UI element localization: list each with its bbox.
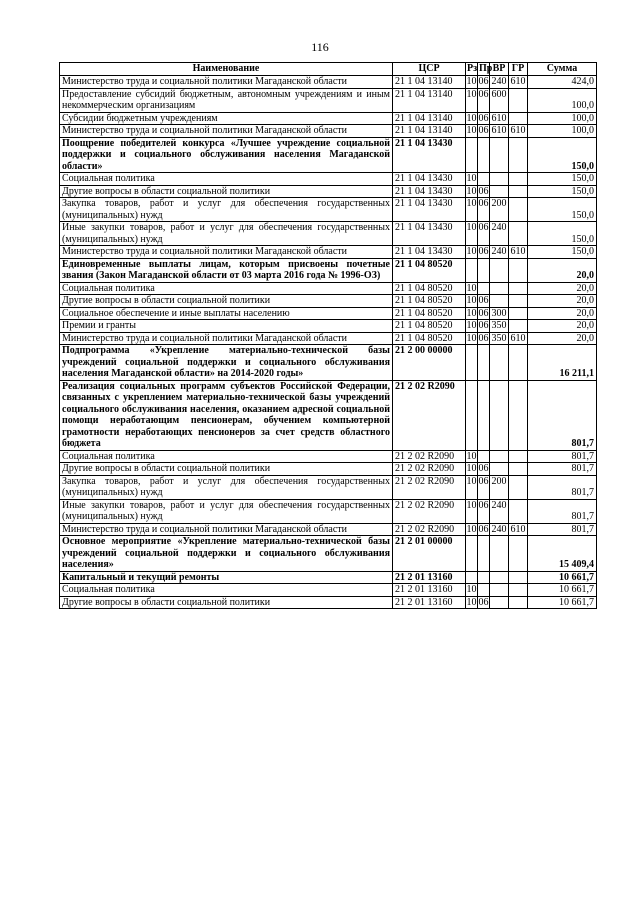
table-row [60,571,597,584]
row-sum-cell: 801,7 [528,463,597,476]
row-sum-cell: 150,0 [528,246,597,259]
row-rz-cell: 10 [466,198,478,222]
row-sum-cell: 150,0 [528,222,597,246]
row-gr-cell [509,198,528,222]
row-vr-cell [490,282,509,295]
row-rz-cell: 10 [466,450,477,462]
row-vr-cell [490,380,509,450]
table-row [60,499,597,523]
row-sum-cell: 801,7 [528,450,597,463]
row-vr-cell: 600 [490,88,509,112]
row-rz-cell: 10 [466,222,478,246]
row-name-cell: Основное мероприятие «Укрепление материально-технической базы учреждений социальной поддержки и социального обслуживания населения» [60,536,393,572]
row-csr-cell: 21 2 01 13160 [393,571,466,584]
row-gr-cell [509,450,528,463]
row-vr-cell [490,185,509,198]
row-pr-cell: 06 [478,76,489,87]
row-rz-cell: 10 [466,332,477,344]
table-row [60,282,597,295]
row-sum-cell: 16 211,1 [528,345,597,381]
row-name-cell: Другие вопросы в области социальной политики [60,295,393,308]
row-gr-cell [509,571,528,584]
row-gr-cell [509,596,528,609]
row-rz-cell: 10 [466,185,477,197]
row-vr-cell [490,596,509,609]
table-body [60,76,597,609]
row-pr-cell [478,137,490,173]
row-sum-cell: 100,0 [528,112,597,125]
table-row [60,137,597,173]
row-gr-cell [509,584,528,597]
row-name-cell: Иные закупки товаров, работ и услуг для обеспечения государственных (муниципальных) нужд [60,222,393,246]
row-gr-cell [509,295,528,308]
table-row [60,345,597,381]
row-sum-cell: 150,0 [528,173,597,186]
row-pr-cell: 06 [478,475,490,499]
row-vr-cell: 610 [491,112,507,124]
row-pr-cell [478,584,490,597]
row-vr-cell [490,173,509,186]
row-rz-cell: 10 [466,596,477,608]
row-name-cell: Другие вопросы в области социальной политики [60,596,393,609]
row-vr-cell: 200 [490,198,509,222]
row-pr-cell: 06 [478,198,490,222]
row-rz-cell: 10 [466,523,477,535]
table-row [60,450,597,463]
row-name-cell: Министерство труда и социальной политики Магаданской области [60,246,393,259]
row-gr-cell [509,536,528,572]
row-gr-cell [509,307,528,320]
row-sum-cell: 10 661,7 [528,571,597,584]
row-rz-cell: 10 [466,320,477,331]
row-sum-cell: 20,0 [528,320,597,333]
row-csr-cell: 21 1 04 80520 [393,332,466,345]
row-pr-cell: 06 [478,320,489,331]
row-gr-cell [509,88,528,112]
row-csr-cell: 21 1 04 13430 [393,222,466,246]
row-csr-cell: 21 1 04 80520 [393,320,466,333]
row-pr-cell: 06 [478,246,489,257]
row-sum-cell: 424,0 [528,76,597,89]
row-rz-cell: 10 [466,295,477,306]
row-rz-cell: 10 [466,499,478,523]
row-rz-cell: 10 [466,584,477,595]
row-csr-cell: 21 1 04 13430 [393,173,466,186]
row-name-cell: Капитальный и текущий ремонты [60,571,393,584]
row-pr-cell [478,282,490,295]
row-name-cell: Премии и гранты [60,320,393,333]
row-csr-cell: 21 1 04 80520 [393,282,466,295]
row-vr-cell: 240 [491,246,507,257]
row-csr-cell: 21 1 04 13430 [393,198,466,222]
table-row [60,295,597,308]
row-vr-cell: 350 [491,320,507,331]
row-csr-cell: 21 1 04 13430 [393,137,466,173]
row-csr-cell: 21 1 04 80520 [393,295,466,308]
table-row [60,380,597,450]
row-gr-cell [509,320,528,333]
row-vr-cell: 240 [490,222,509,246]
row-sum-cell: 100,0 [528,125,597,138]
row-rz-cell: 10 [466,463,477,474]
row-gr-cell: 610 [510,76,526,87]
row-sum-cell: 15 409,4 [528,536,597,572]
table-row [60,88,597,112]
header-name: Наименование [60,63,393,76]
row-sum-cell: 801,7 [528,380,597,450]
row-vr-cell [490,295,509,308]
table-row [60,536,597,572]
row-name-cell: Иные закупки товаров, работ и услуг для обеспечения государственных (муниципальных) нужд [60,499,393,523]
row-name-cell: Субсидии бюджетным учреждениям [60,112,393,125]
row-name-cell: Социальная политика [60,173,393,186]
row-rz-cell: 10 [466,246,477,257]
row-gr-cell: 610 [510,523,526,535]
row-csr-cell: 21 1 04 80520 [393,258,466,282]
page-number: 116 [311,40,329,54]
row-pr-cell [478,536,490,572]
row-csr-cell: 21 1 04 13430 [393,185,466,198]
row-vr-cell: 240 [491,523,507,535]
row-rz-cell [466,571,478,584]
row-gr-cell [509,185,528,198]
row-pr-cell [478,571,490,584]
row-name-cell: Министерство труда и социальной политики Магаданской области [60,125,393,138]
row-name-cell: Социальная политика [60,450,393,463]
row-csr-cell: 21 1 04 13140 [393,125,466,138]
row-gr-cell [509,380,528,450]
row-rz-cell: 10 [466,475,478,499]
table-row [60,125,597,138]
row-sum-cell: 10 661,7 [528,584,597,597]
row-sum-cell: 20,0 [528,258,597,282]
row-gr-cell: 610 [510,246,526,257]
row-csr-cell: 21 2 02 R2090 [393,380,466,450]
row-pr-cell: 06 [478,222,490,246]
row-rz-cell: 10 [466,88,478,112]
budget-table [59,62,597,609]
header-sum: Сумма [528,63,597,76]
row-sum-cell: 801,7 [528,475,597,499]
row-pr-cell: 06 [478,307,489,319]
table-row [60,198,597,222]
row-gr-cell [509,475,528,499]
row-pr-cell: 06 [478,332,489,344]
row-sum-cell: 100,0 [528,88,597,112]
row-rz-cell: 10 [466,112,477,124]
row-sum-cell: 801,7 [528,499,597,523]
row-sum-cell: 150,0 [528,137,597,173]
row-pr-cell [478,450,490,463]
table-row [60,258,597,282]
row-csr-cell: 21 2 01 00000 [393,536,466,572]
row-csr-cell: 21 2 02 R2090 [393,475,466,499]
row-csr-cell: 21 2 02 R2090 [393,499,466,523]
row-gr-cell [509,463,528,476]
row-pr-cell: 06 [478,295,489,306]
row-gr-cell: 610 [510,332,526,344]
table-row [60,307,597,320]
row-gr-cell [509,282,528,295]
row-vr-cell [490,345,509,381]
row-csr-cell: 21 1 04 80520 [393,307,466,320]
row-vr-cell: 240 [491,76,507,87]
row-pr-cell: 06 [478,499,490,523]
table-row [60,332,597,345]
row-name-cell: Поощрение победителей конкурса «Лучшее учреждение социальной поддержки и социального обслуживания населения Магаданской области» [60,137,393,173]
row-vr-cell [490,536,509,572]
row-vr-cell [490,463,509,476]
row-rz-cell: 10 [466,173,477,184]
table-row [60,246,597,259]
row-csr-cell: 21 2 02 R2090 [393,523,466,536]
row-gr-cell [509,137,528,173]
row-vr-cell: 350 [491,332,507,344]
row-name-cell: Социальное обеспечение и иные выплаты населению [60,307,393,320]
table-row [60,596,597,609]
row-csr-cell: 21 2 01 13160 [393,596,466,609]
row-pr-cell: 06 [478,112,489,124]
row-name-cell: Предоставление субсидий бюджетным, автономным учреждениям и иным некоммерческим организациям [60,88,393,112]
header-gr: ГР [509,63,528,76]
row-csr-cell: 21 2 00 00000 [393,345,466,381]
row-name-cell: Другие вопросы в области социальной политики [60,463,393,476]
row-name-cell: Социальная политика [60,282,393,295]
row-name-cell: Министерство труда и социальной политики Магаданской области [60,332,393,345]
row-rz-cell [466,345,478,381]
row-csr-cell: 21 1 04 13140 [393,112,466,125]
row-gr-cell [509,173,528,186]
table-row [60,222,597,246]
row-vr-cell [490,584,509,597]
row-sum-cell: 10 661,7 [528,596,597,609]
row-sum-cell: 20,0 [528,295,597,308]
row-name-cell: Закупка товаров, работ и услуг для обеспечения государственных (муниципальных) нужд [60,198,393,222]
row-name-cell: Министерство труда и социальной политики Магаданской области [60,523,393,536]
row-vr-cell: 300 [491,307,507,319]
header-rz: Рз [467,63,478,74]
row-rz-cell [466,380,478,450]
row-csr-cell: 21 1 04 13430 [393,246,466,259]
row-sum-cell: 20,0 [528,332,597,345]
table-row [60,584,597,597]
row-vr-cell [490,137,509,173]
row-name-cell: Другие вопросы в области социальной политики [60,185,393,198]
row-vr-cell: 240 [490,499,509,523]
table-header-row [60,63,597,76]
row-vr-cell: 610 [491,125,507,136]
row-gr-cell [509,258,528,282]
row-csr-cell: 21 1 04 13140 [393,76,466,89]
row-vr-cell [490,258,509,282]
row-gr-cell [509,345,528,381]
row-csr-cell: 21 2 02 R2090 [393,463,466,476]
row-sum-cell: 150,0 [528,198,597,222]
row-pr-cell: 06 [478,125,489,136]
row-name-cell: Реализация социальных программ субъектов Российской Федерации, связанных с укреплением материально-технической базы учреждений социального обслуживания населения, оказанием адресной социальной помощи неработающим пенсионерам, обучением компьютерной грамотности неработающих пенсионеров за счет средств областного бюджета [60,380,393,450]
row-name-cell: Подпрограмма «Укрепление материально-технической базы учреждений социальной поддержки и социального обслуживания населения Магаданской области» на 2014-2020 годы» [60,345,393,381]
row-rz-cell [466,258,478,282]
header-pr: Пр [479,63,493,74]
row-sum-cell: 150,0 [528,185,597,198]
row-gr-cell [509,499,528,523]
row-name-cell: Социальная политика [60,584,393,597]
table-row [60,463,597,476]
row-rz-cell [466,137,478,173]
row-rz-cell: 10 [466,282,477,294]
row-gr-cell [509,112,528,125]
row-name-cell: Министерство труда и социальной политики Магаданской области [60,76,393,89]
row-csr-cell: 21 2 01 13160 [393,584,466,597]
row-csr-cell: 21 2 02 R2090 [393,450,466,463]
row-name-cell: Закупка товаров, работ и услуг для обеспечения государственных (муниципальных) нужд [60,475,393,499]
row-pr-cell [478,173,490,186]
row-pr-cell: 06 [478,463,489,474]
row-pr-cell [478,345,490,381]
row-vr-cell [490,571,509,584]
table-row [60,112,597,125]
row-sum-cell: 801,7 [528,523,597,536]
row-rz-cell: 10 [466,307,477,319]
table-row [60,173,597,186]
row-sum-cell: 20,0 [528,307,597,320]
row-name-cell: Единовременные выплаты лицам, которым присвоены почетные звания (Закон Магаданской области от 03 марта 2016 года № 1996-ОЗ) [60,258,393,282]
table-row [60,185,597,198]
table-row [60,475,597,499]
table-row [60,76,597,89]
row-pr-cell [478,380,490,450]
row-rz-cell [466,536,478,572]
row-vr-cell [490,450,509,463]
row-csr-cell: 21 1 04 13140 [393,88,466,112]
row-rz-cell: 10 [466,125,477,136]
header-csr: ЦСР [393,63,466,76]
row-pr-cell [478,258,490,282]
row-gr-cell: 610 [510,125,526,136]
row-pr-cell: 06 [478,185,489,197]
row-vr-cell: 200 [490,475,509,499]
row-gr-cell [509,222,528,246]
header-vr: ВР [490,63,509,76]
row-pr-cell: 06 [478,523,489,535]
table-row [60,320,597,333]
row-pr-cell: 06 [478,596,489,608]
row-rz-cell: 10 [466,76,477,87]
row-sum-cell: 20,0 [528,282,597,295]
table-row [60,523,597,536]
row-pr-cell: 06 [478,88,490,112]
